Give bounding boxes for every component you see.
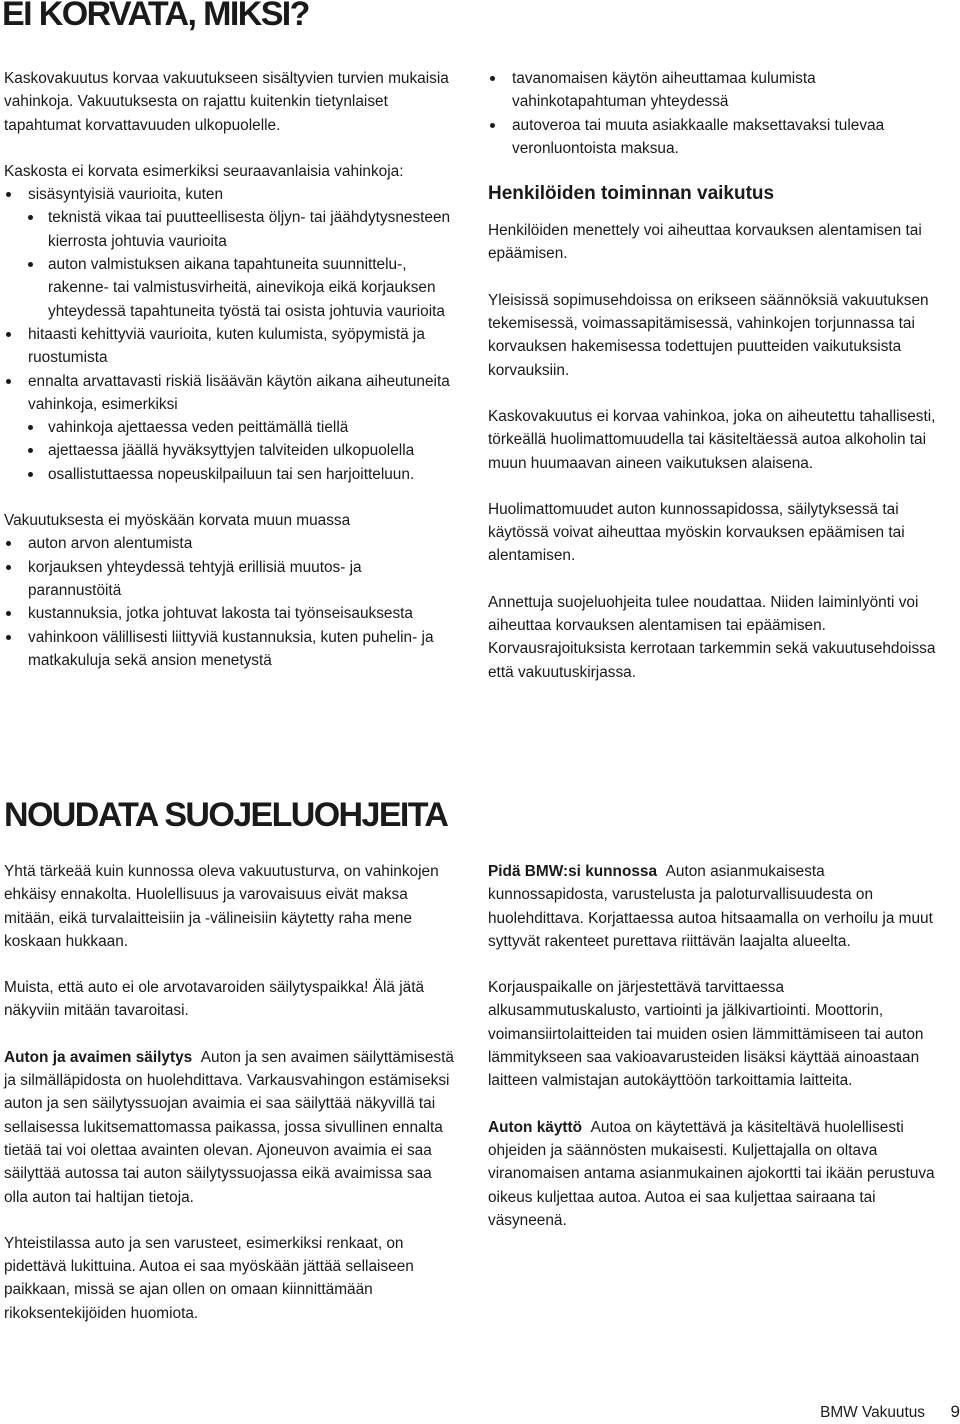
right-column-bottom xyxy=(488,860,938,1232)
list-item: korjauksen yhteydessä tehtyjä erillisiä muutos- ja parannustöitä xyxy=(4,556,454,603)
sub-list xyxy=(28,416,454,486)
examples-intro: Kaskosta ei korvata esimerkiksi seuraavanlaisia vahinkoja: xyxy=(4,162,404,180)
bmw-paragraph xyxy=(488,860,938,953)
list-item: tavanomaisen käytön aiheuttamaa kulumista vahinkotapahtuman yhteydessä xyxy=(488,67,938,114)
use-paragraph xyxy=(488,1116,938,1232)
left-column-top xyxy=(4,67,454,672)
body-paragraph: Henkilöiden menettely voi aiheuttaa korvauksen alentamisen tai epäämisen. xyxy=(488,222,922,263)
also-intro: Vakuutuksesta ei myöskään korvata muun muassa xyxy=(4,512,351,530)
left-column-bottom xyxy=(4,860,454,1325)
sub-list xyxy=(28,206,454,322)
list-item: sisäsyntyisiä vaurioita, kuten teknistä vikaa tai puutteellisesta öljyn- tai jäähdytysnesteen kierrosta johtuvia vaurioita auton valmistuksen aikana tapahtuneita suunnittelu-, rakenne- tai valmistusvirheitä, ainevikoja eikä korjauksen yhteydessä tapahtuneita työstä tai osista johtuvia vaurioita xyxy=(4,183,454,323)
list-item: auton arvon alentumista xyxy=(4,532,454,555)
intro-paragraph: Kaskovakuutus korvaa vakuutukseen sisältyvien turvien mukaisia vahinkoja. Vakuutuksesta on rajattu kuitenkin tietynlaiset tapahtumat korvattavuuden ulkopuolelle. xyxy=(4,70,449,134)
list-item: auton valmistuksen aikana tapahtuneita suunnittelu-, rakenne- tai valmistusvirheitä, ainevikoja eikä korjauksen yhteydessä tapahtuneita työstä tai osista johtuvia vaurioita xyxy=(28,253,454,323)
list-item: hitaasti kehittyviä vaurioita, kuten kulumista, syöpymistä ja ruostumista xyxy=(4,323,454,370)
list-item: kustannuksia, jotka johtuvat lakosta tai työnseisauksesta xyxy=(4,602,454,625)
list-item: vahinkoon välillisesti liittyviä kustannuksia, kuten puhelin- ja matkakuluja sekä ansion menetystä xyxy=(4,626,454,673)
storage-paragraph xyxy=(4,1046,454,1209)
body-paragraph: Muista, että auto ei ole arvotavaroiden säilytyspaikka! Älä jätä näkyviin mitään tavaroitasi. xyxy=(4,979,425,1020)
exclusions-list xyxy=(4,183,454,486)
use-lead: Auton käyttö xyxy=(488,1118,583,1136)
section-heading: NOUDATA SUOJELUOHJEITA xyxy=(4,796,448,834)
body-paragraph: Kaskovakuutus ei korvaa vahinkoa, joka on aiheutettu tahallisesti, törkeällä huolimattomuudella tai käsiteltäessä autoa alkoholin tai muun huumaavan aineen vaikutuksen alaisena. xyxy=(488,407,936,472)
footer-label: BMW Vakuutus xyxy=(820,1404,925,1421)
list-item: ajettaessa jäällä hyväksyttyjen talviteiden ulkopuolella xyxy=(28,439,454,462)
use-text: Autoa on käytettävä ja käsiteltävä huolellisesti ohjeiden ja säännösten mukaisesti. Kuljettajalla on oltava viranomaisen antama asianmukainen ajokortti tai ikään perustuva oikeus kuljettaa autoa. Autoa ei saa kuljettaa sairaana tai väsyneenä. xyxy=(488,1118,935,1229)
storage-text: Auton ja sen avaimen säilyttämisestä ja silmälläpidosta on huolehdittava. Varkausvahingon estämiseksi auton ja sen säilytyssuojan avaimia ei saa säilyttää näkyvillä tai sellaisessa lukitsemattomassa paikassa, jossa sivullinen ennalta tietää tai voi olettaa avainten olevan. Ajoneuvon avaimia ei saa säilyttää autossa tai auton säilytyssuojassa eikä avaimissa saa olla auton tai haltijan tietoja. xyxy=(4,1048,454,1206)
also-excluded-list xyxy=(4,532,454,672)
bmw-lead: Pidä BMW:si kunnossa xyxy=(488,863,658,880)
list-item: autoveroa tai muuta asiakkaalle maksettavaksi tulevaa veronluontoista maksua. xyxy=(488,114,938,161)
body-paragraph: Yleisissä sopimusehdoissa on erikseen säännöksiä vakuutuksen tekemisessä, voimassapitämisessä, vahinkojen torjunnassa tai korvauksen hakemisessa todettujen puutteiden vaikutuksista korvauksiin. xyxy=(488,291,929,379)
section-subheading: Henkilöiden toiminnan vaikutus xyxy=(488,183,775,205)
list-item: teknistä vikaa tai puutteellisesta öljyn- tai jäähdytysnesteen kierrosta johtuvia vaurioita xyxy=(28,206,454,253)
list-item: ennalta arvattavasti riskiä lisäävän käytön aikana aiheutuneita vahinkoja, esimerkiksi vahinkoja ajettaessa veden peittämällä tiellä ajettaessa jäällä hyväksyttyjen talviteiden ulkopuolella osallistuttaessa nopeuskilpailuun tai sen harjoitteluun. xyxy=(4,370,454,486)
body-paragraph: Annettuja suojeluohjeita tulee noudattaa. Niiden laiminlyönti voi aiheuttaa korvauksen alentamisen tai epäämisen. Korvausrajoituksista kerrotaan tarkemmin sekä vakuutusehdoissa että vakuutuskirjassa. xyxy=(488,593,936,681)
body-paragraph: Huolimattomuudet auton kunnossapidossa, säilytyksessä tai käytössä voivat aiheuttaa myöskin korvauksen epäämisen tai alentamisen. xyxy=(488,500,905,565)
continued-list xyxy=(488,67,938,160)
list-item: vahinkoja ajettaessa veden peittämällä tiellä xyxy=(28,416,454,439)
storage-lead: Auton ja avaimen säilytys xyxy=(4,1048,193,1066)
body-paragraph: Korjauspaikalle on järjestettävä tarvittaessa alkusammutuskalusto, vartiointi ja jälkivartiointi. Moottorin, voimansiirtolaitteiden tai muiden osien lämmittämiseen tai auton lämmitykseen saa vakioavarusteiden lisäksi käyttää ainoastaan laitteen valmistajan autokäyttöön tarkoittamia laitteita. xyxy=(488,979,924,1090)
page-title: EI KORVATA, MIKSI? xyxy=(2,0,309,33)
body-paragraph: Yhtä tärkeää kuin kunnossa oleva vakuutusturva, on vahinkojen ehkäisy ennakolta. Huolellisuus ja varovaisuus eivät maksa mitään, eikä turvalaitteisiin ja -välineisiin käytetty raha mene koskaan hukkaan. xyxy=(4,863,439,950)
page-number: 9 xyxy=(950,1402,960,1421)
bmw-text: Auton asianmukaisesta kunnossapidosta, varustelusta ja paloturvallisuudesta on huolehdittava. Korjattaessa autoa hitsaamalla on verhoilu ja muut syttyvät rakenteet purettava riittävän laajalta alueelta. xyxy=(488,863,933,950)
list-item: osallistuttaessa nopeuskilpailuun tai sen harjoitteluun. xyxy=(28,463,454,486)
right-column-top xyxy=(488,67,938,684)
body-paragraph: Yhteistilassa auto ja sen varusteet, esimerkiksi renkaat, on pidettävä lukittuina. Autoa ei saa myöskään jättää sellaiseen paikkaan, missä se ajan ollen on omaan kiinnittämään rikoksentekijöiden huomiota. xyxy=(4,1234,414,1322)
